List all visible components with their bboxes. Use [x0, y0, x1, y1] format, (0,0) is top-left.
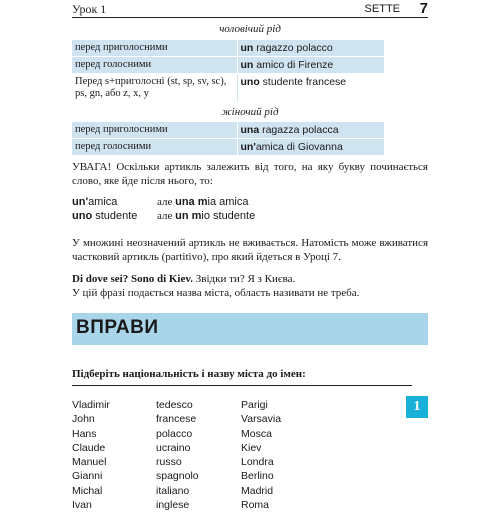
cities-column — [241, 398, 281, 512]
list-item: Roma — [241, 499, 270, 512]
section-header — [72, 313, 428, 345]
list-item: Claude — [72, 441, 106, 454]
feminine-caption: жіночий рід — [221, 106, 279, 118]
list-item: John — [72, 413, 95, 426]
list-item: Gianni — [72, 470, 103, 483]
list-item: Hans — [72, 427, 97, 440]
list-item: Ivan — [72, 499, 92, 512]
list-item: Varsavia — [241, 413, 282, 426]
list-item: italiano — [156, 484, 190, 497]
rule-cell: перед голосними — [72, 139, 237, 156]
conjunction: але — [157, 210, 176, 222]
list-item: Manuel — [72, 456, 107, 469]
rule-cell: перед голосними — [72, 57, 237, 74]
table-row — [72, 122, 384, 139]
example-left — [72, 196, 157, 208]
article: un — [240, 59, 254, 71]
conjunction: але — [157, 196, 176, 208]
article: un' — [240, 141, 256, 153]
list-item: russo — [156, 456, 182, 469]
rule-cell: Перед s+приголосні (st, sp, sv, sc), ps, gn, або z, x, y — [72, 74, 237, 103]
dialogue-line — [72, 272, 428, 286]
list-item: Michal — [72, 484, 103, 497]
article: uno — [240, 76, 260, 88]
highlight-letter: m — [191, 210, 202, 222]
page-header — [72, 0, 428, 18]
example-word: io studente — [201, 210, 256, 222]
example-word: amica — [88, 196, 118, 208]
example-text: studente francese — [259, 76, 347, 88]
article: un' — [72, 196, 89, 208]
nationalities-column — [156, 398, 199, 512]
exercise-instruction: Підберіть національність і назву міста до імен: — [72, 368, 412, 386]
table-row — [72, 74, 384, 103]
lesson-title: Урок 1 — [72, 2, 107, 16]
dialogue-translation: Звідки ти? Я з Києва. — [193, 273, 296, 285]
list-item: Mosca — [241, 427, 272, 440]
example-cell — [237, 57, 384, 74]
warning-paragraph: УВАГА! Оскільки артикль залежить від того, на яку букву починається слово, яке йде після нього, то: — [72, 161, 428, 187]
list-item: Berlino — [241, 470, 274, 483]
rule-cell: перед приголосними — [72, 40, 237, 57]
example-text: amica di Giovanna — [255, 141, 343, 153]
list-item: Parigi — [241, 399, 268, 411]
example-word: ia amica — [207, 196, 249, 208]
article: uno — [72, 210, 93, 222]
page-number: 7 — [419, 0, 428, 17]
example-cell — [237, 74, 384, 103]
list-item: spagnolo — [156, 470, 199, 483]
section-title: ВПРАВИ — [76, 317, 159, 338]
article: una — [240, 124, 260, 136]
rule-cell: перед приголосними — [72, 122, 237, 139]
masculine-table — [72, 40, 384, 102]
highlight-letter: m — [197, 196, 208, 208]
example-cell — [237, 40, 384, 57]
example-cell — [237, 139, 384, 156]
example-right — [157, 210, 255, 222]
exercise-number-badge: 1 — [406, 396, 428, 418]
list-item: Kiev — [241, 441, 262, 454]
list-item: tedesco — [156, 399, 193, 411]
plural-note: У множині неозначений артикль не вживається. Натомість може вживатися частковий артикль (partitivo), про який йдеться в Уроці 7. — [72, 237, 428, 263]
example-right — [157, 196, 248, 208]
table-row — [72, 57, 384, 74]
example-text: ragazzo polacco — [253, 42, 333, 54]
list-item: polacco — [156, 427, 193, 440]
list-item: Londra — [241, 456, 274, 469]
article: un — [240, 42, 254, 54]
article: una — [175, 196, 198, 208]
chapter-label: SETTE — [364, 3, 400, 15]
dialogue-note: У цій фразі подається назва міста, область називати не треба. — [72, 287, 360, 299]
dialogue-italian: Di dove sei? Sono di Kiev. — [72, 273, 194, 285]
masculine-caption: чоловічий рід — [219, 23, 281, 35]
example-left — [72, 210, 157, 222]
list-item: francese — [156, 413, 197, 426]
list-item: Madrid — [241, 484, 274, 497]
list-item: ucraino — [156, 441, 191, 454]
names-column — [72, 398, 110, 512]
article: un — [175, 210, 192, 222]
list-item: Vladimir — [72, 399, 110, 411]
table-row — [72, 139, 384, 156]
table-row — [72, 40, 384, 57]
example-word: studente — [92, 210, 138, 222]
example-cell — [237, 122, 384, 139]
feminine-table — [72, 122, 384, 155]
example-text: ragazza polacca — [259, 124, 339, 136]
example-text: amico di Firenze — [253, 59, 334, 71]
list-item: inglese — [156, 499, 190, 512]
